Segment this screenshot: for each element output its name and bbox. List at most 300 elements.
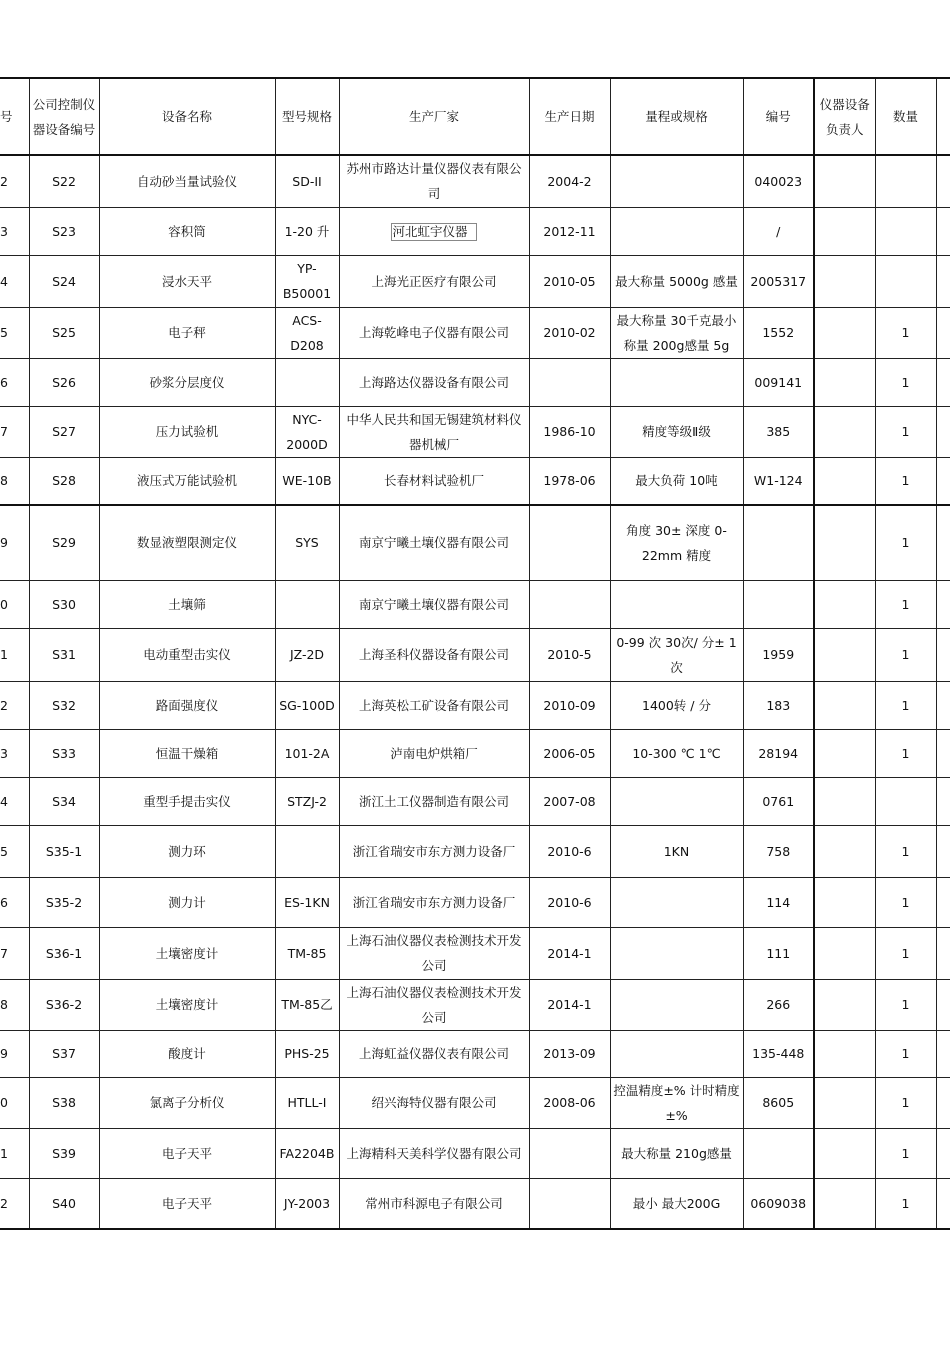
table-row bbox=[0, 155, 950, 207]
row-serial-text: 385 bbox=[766, 424, 791, 439]
row-index-text: 5 bbox=[0, 843, 8, 859]
row-serial bbox=[743, 777, 814, 825]
row-manufacturer bbox=[339, 1077, 529, 1128]
row-equipment-name bbox=[99, 777, 275, 825]
row-company-code-text: S39 bbox=[52, 1145, 76, 1161]
row-range bbox=[610, 457, 743, 505]
row-production-date bbox=[529, 155, 610, 207]
row-serial bbox=[743, 825, 814, 877]
row-person-in-charge bbox=[814, 877, 875, 927]
row-production-date-text: 2010-6 bbox=[547, 894, 592, 910]
row-equipment-name bbox=[99, 1178, 275, 1229]
row-index-text: 2 bbox=[0, 1195, 8, 1211]
row-quantity-text: 1 bbox=[901, 1195, 910, 1211]
row-quantity bbox=[875, 877, 936, 927]
row-serial bbox=[743, 580, 814, 628]
row-range bbox=[610, 628, 743, 681]
row-equipment-name bbox=[99, 580, 275, 628]
table-row bbox=[0, 729, 950, 777]
row-model bbox=[275, 207, 339, 255]
row-equipment-name-text: 土壤密度计 bbox=[155, 997, 219, 1012]
table-row bbox=[0, 255, 950, 307]
table-row bbox=[0, 207, 950, 255]
row-serial bbox=[743, 307, 814, 358]
row-company-code bbox=[29, 681, 99, 729]
row-index-text: 8 bbox=[0, 473, 8, 489]
row-range bbox=[610, 1178, 743, 1229]
row-company-code-text: S26 bbox=[52, 374, 76, 390]
row-model-text: NYC-2000D bbox=[286, 411, 328, 452]
row-production-date bbox=[529, 729, 610, 777]
table-row bbox=[0, 457, 950, 505]
row-manufacturer bbox=[339, 155, 529, 207]
row-range bbox=[610, 877, 743, 927]
row-range-text: 精度等级Ⅱ级 bbox=[642, 424, 711, 439]
row-model-text: PHS-25 bbox=[284, 1046, 330, 1061]
row-equipment-name bbox=[99, 1077, 275, 1128]
row-equipment-name-text: 自动砂当量试验仪 bbox=[136, 173, 237, 189]
row-model-text: SD-II bbox=[292, 173, 322, 189]
row-quantity-text: 1 bbox=[901, 325, 910, 340]
row-equipment-name bbox=[99, 927, 275, 979]
row-index bbox=[0, 457, 29, 505]
row-manufacturer-text: 中华人民共和国无锡建筑材料仪器机械厂 bbox=[346, 411, 522, 452]
row-quantity-text: 1 bbox=[901, 596, 910, 612]
row-manufacturer bbox=[339, 979, 529, 1030]
row-quantity bbox=[875, 825, 936, 877]
row-company-code-text: S24 bbox=[52, 273, 76, 289]
row-model bbox=[275, 927, 339, 979]
row-equipment-name bbox=[99, 825, 275, 877]
row-model bbox=[275, 457, 339, 505]
row-manufacturer-text: 上海精科天美科学仪器有限公司 bbox=[346, 1145, 522, 1161]
row-extra bbox=[936, 580, 950, 628]
row-production-date-text: 2014-1 bbox=[547, 945, 592, 961]
row-production-date-text: 2006-05 bbox=[543, 745, 596, 761]
row-quantity-text: 1 bbox=[901, 647, 910, 662]
row-quantity-text: 1 bbox=[901, 945, 910, 961]
row-index bbox=[0, 155, 29, 207]
row-model bbox=[275, 505, 339, 580]
row-range bbox=[610, 1030, 743, 1077]
row-company-code-text: S38 bbox=[52, 1095, 76, 1110]
row-range bbox=[610, 1077, 743, 1128]
row-production-date bbox=[529, 681, 610, 729]
row-range bbox=[610, 307, 743, 358]
row-company-code bbox=[29, 307, 99, 358]
row-company-code bbox=[29, 505, 99, 580]
row-person-in-charge bbox=[814, 825, 875, 877]
row-production-date bbox=[529, 1030, 610, 1077]
row-model bbox=[275, 825, 339, 877]
row-range bbox=[610, 681, 743, 729]
row-index-text: 1 bbox=[0, 647, 8, 662]
row-production-date-text: 2013-09 bbox=[543, 1046, 596, 1061]
row-person-in-charge bbox=[814, 457, 875, 505]
row-person-in-charge bbox=[814, 777, 875, 825]
row-company-code bbox=[29, 877, 99, 927]
row-index-text: 3 bbox=[0, 223, 8, 239]
row-serial bbox=[743, 1128, 814, 1178]
row-production-date bbox=[529, 406, 610, 457]
row-manufacturer bbox=[339, 681, 529, 729]
row-manufacturer-text: 南京宁曦土壤仪器有限公司 bbox=[358, 596, 509, 612]
row-range bbox=[610, 927, 743, 979]
row-model-text: TM-85 bbox=[287, 945, 327, 961]
row-production-date bbox=[529, 825, 610, 877]
row-company-code bbox=[29, 979, 99, 1030]
row-person-in-charge bbox=[814, 207, 875, 255]
row-index bbox=[0, 358, 29, 406]
row-manufacturer bbox=[339, 825, 529, 877]
row-person-in-charge bbox=[814, 1178, 875, 1229]
row-serial bbox=[743, 1030, 814, 1077]
row-quantity-text: 1 bbox=[901, 424, 910, 439]
row-company-code-text: S35-2 bbox=[45, 894, 83, 910]
row-serial-text: 009141 bbox=[754, 374, 803, 390]
row-index-text: 1 bbox=[0, 1145, 8, 1161]
row-model bbox=[275, 1128, 339, 1178]
row-person-in-charge bbox=[814, 1077, 875, 1128]
row-range bbox=[610, 505, 743, 580]
row-index-text: 6 bbox=[0, 894, 8, 910]
table-row bbox=[0, 927, 950, 979]
row-serial bbox=[743, 979, 814, 1030]
row-equipment-name-text: 电子天平 bbox=[161, 1195, 212, 1211]
row-equipment-name bbox=[99, 358, 275, 406]
table-row bbox=[0, 979, 950, 1030]
row-index bbox=[0, 1178, 29, 1229]
row-quantity bbox=[875, 505, 936, 580]
row-quantity bbox=[875, 979, 936, 1030]
row-index bbox=[0, 580, 29, 628]
row-company-code-text: S27 bbox=[52, 424, 76, 439]
row-extra bbox=[936, 979, 950, 1030]
table-row bbox=[0, 307, 950, 358]
row-production-date bbox=[529, 1128, 610, 1178]
row-quantity bbox=[875, 155, 936, 207]
row-serial-text: 758 bbox=[766, 843, 791, 859]
row-extra bbox=[936, 825, 950, 877]
row-model bbox=[275, 1178, 339, 1229]
row-model-text: SG-100D bbox=[279, 697, 335, 713]
row-index bbox=[0, 777, 29, 825]
row-model-text: FA2204B bbox=[279, 1145, 335, 1161]
row-manufacturer bbox=[339, 927, 529, 979]
row-model bbox=[275, 979, 339, 1030]
row-quantity bbox=[875, 1128, 936, 1178]
row-quantity bbox=[875, 307, 936, 358]
row-index-text: 4 bbox=[0, 273, 8, 289]
header-range: 量程或规格 bbox=[610, 78, 743, 155]
row-quantity bbox=[875, 1077, 936, 1128]
row-quantity bbox=[875, 729, 936, 777]
row-serial bbox=[743, 1178, 814, 1229]
row-model bbox=[275, 1030, 339, 1077]
row-extra bbox=[936, 777, 950, 825]
row-index bbox=[0, 307, 29, 358]
row-person-in-charge bbox=[814, 255, 875, 307]
row-index bbox=[0, 729, 29, 777]
row-extra bbox=[936, 255, 950, 307]
table-row bbox=[0, 877, 950, 927]
row-manufacturer-text: 上海光正医疗有限公司 bbox=[371, 273, 497, 289]
row-serial-text: / bbox=[776, 223, 781, 239]
row-manufacturer bbox=[339, 406, 529, 457]
row-company-code bbox=[29, 580, 99, 628]
row-manufacturer-text: 上海虹益仪器仪表有限公司 bbox=[358, 1046, 509, 1061]
table-row bbox=[0, 1077, 950, 1128]
row-model-text: JY-2003 bbox=[283, 1195, 331, 1211]
row-person-in-charge bbox=[814, 979, 875, 1030]
header-extra bbox=[936, 78, 950, 155]
row-serial bbox=[743, 729, 814, 777]
row-extra bbox=[936, 877, 950, 927]
row-index-text: 0 bbox=[0, 596, 8, 612]
row-model-text: ACS-D208 bbox=[290, 312, 324, 353]
equipment-table bbox=[0, 77, 950, 1230]
row-company-code bbox=[29, 927, 99, 979]
row-quantity-text: 1 bbox=[901, 894, 910, 910]
row-index bbox=[0, 406, 29, 457]
row-equipment-name-text: 浸水天平 bbox=[161, 273, 212, 289]
row-model bbox=[275, 358, 339, 406]
row-serial bbox=[743, 927, 814, 979]
row-serial-text: 135-448 bbox=[752, 1046, 805, 1061]
header-person-in-charge: 仪器设备负责人 bbox=[814, 78, 875, 155]
row-serial-text: 1552 bbox=[762, 325, 795, 340]
row-range bbox=[610, 825, 743, 877]
row-model bbox=[275, 628, 339, 681]
row-range bbox=[610, 207, 743, 255]
row-company-code-text: S36-2 bbox=[45, 997, 83, 1012]
row-manufacturer bbox=[339, 255, 529, 307]
table-body bbox=[0, 155, 950, 1229]
row-model-text: WE-10B bbox=[282, 473, 332, 489]
row-quantity-text: 1 bbox=[901, 697, 910, 713]
row-range bbox=[610, 580, 743, 628]
row-person-in-charge bbox=[814, 927, 875, 979]
row-serial bbox=[743, 1077, 814, 1128]
row-range-text: 10-300 ℃ 1℃ bbox=[632, 745, 721, 761]
row-index bbox=[0, 505, 29, 580]
row-equipment-name-text: 容积筒 bbox=[168, 223, 206, 239]
row-manufacturer-text: 上海英松工矿设备有限公司 bbox=[358, 697, 509, 713]
row-index-text: 7 bbox=[0, 945, 8, 961]
row-equipment-name bbox=[99, 255, 275, 307]
row-quantity-text: 1 bbox=[901, 374, 910, 390]
row-quantity bbox=[875, 207, 936, 255]
row-production-date bbox=[529, 979, 610, 1030]
row-index bbox=[0, 628, 29, 681]
row-range-text: 角度 30± 深度 0-22mm 精度 bbox=[626, 522, 727, 563]
row-manufacturer bbox=[339, 729, 529, 777]
row-index bbox=[0, 877, 29, 927]
row-index bbox=[0, 255, 29, 307]
row-production-date-text: 2010-6 bbox=[547, 843, 592, 859]
row-serial bbox=[743, 505, 814, 580]
row-quantity bbox=[875, 580, 936, 628]
row-quantity-text: 1 bbox=[901, 745, 910, 761]
row-index-text: 2 bbox=[0, 697, 8, 713]
row-serial-text: 1959 bbox=[762, 647, 795, 662]
row-manufacturer-text: 上海石油仪器仪表检测技术开发公司 bbox=[346, 984, 522, 1025]
row-serial bbox=[743, 155, 814, 207]
row-extra bbox=[936, 155, 950, 207]
row-range bbox=[610, 979, 743, 1030]
row-company-code bbox=[29, 1128, 99, 1178]
row-range bbox=[610, 777, 743, 825]
row-equipment-name-text: 酸度计 bbox=[168, 1046, 206, 1061]
row-extra bbox=[936, 927, 950, 979]
row-company-code bbox=[29, 457, 99, 505]
row-range-text: 最大称量 210g感量 bbox=[621, 1145, 732, 1161]
row-range-text: 1KN bbox=[663, 843, 690, 859]
row-range-text: 最大称量 5000g 感量 bbox=[615, 273, 738, 289]
row-company-code-text: S31 bbox=[52, 647, 76, 662]
row-equipment-name-text: 测力计 bbox=[168, 894, 206, 910]
row-manufacturer-text: 泸南电炉烘箱厂 bbox=[390, 745, 478, 761]
row-production-date bbox=[529, 580, 610, 628]
row-company-code bbox=[29, 1178, 99, 1229]
row-production-date-text: 2010-02 bbox=[543, 325, 596, 340]
row-manufacturer-text: 浙江土工仪器制造有限公司 bbox=[358, 793, 509, 809]
row-range bbox=[610, 358, 743, 406]
row-equipment-name-text: 电子天平 bbox=[161, 1145, 212, 1161]
row-equipment-name-text: 土壤密度计 bbox=[155, 945, 219, 961]
row-company-code-text: S28 bbox=[52, 473, 76, 489]
row-equipment-name-text: 液压式万能试验机 bbox=[136, 473, 237, 489]
row-manufacturer bbox=[339, 1128, 529, 1178]
row-equipment-name-text: 电子秤 bbox=[168, 325, 206, 340]
row-model-text: TM-85乙 bbox=[281, 997, 333, 1012]
row-company-code-text: S29 bbox=[52, 535, 76, 551]
row-range-text: 0-99 次 30次/ 分± 1次 bbox=[616, 634, 737, 675]
row-quantity-text: 1 bbox=[901, 1095, 910, 1110]
row-model-text: JZ-2D bbox=[289, 647, 325, 662]
row-equipment-name-text: 重型手提击实仪 bbox=[143, 793, 231, 809]
row-serial-text: 040023 bbox=[754, 173, 803, 189]
row-manufacturer bbox=[339, 1030, 529, 1077]
row-company-code bbox=[29, 1030, 99, 1077]
row-serial bbox=[743, 358, 814, 406]
row-range bbox=[610, 155, 743, 207]
row-manufacturer-text: 上海路达仪器设备有限公司 bbox=[358, 374, 509, 390]
row-equipment-name bbox=[99, 207, 275, 255]
row-serial bbox=[743, 681, 814, 729]
row-equipment-name bbox=[99, 877, 275, 927]
row-model bbox=[275, 729, 339, 777]
row-quantity-text: 1 bbox=[901, 1046, 910, 1061]
row-company-code-text: S40 bbox=[52, 1195, 76, 1211]
header-serial: 编号 bbox=[743, 78, 814, 155]
row-index-text: 5 bbox=[0, 325, 8, 340]
row-serial-text: W1-124 bbox=[753, 473, 803, 489]
row-quantity bbox=[875, 1030, 936, 1077]
row-manufacturer bbox=[339, 505, 529, 580]
row-index-text: 9 bbox=[0, 535, 8, 551]
row-range bbox=[610, 729, 743, 777]
row-index bbox=[0, 825, 29, 877]
row-quantity bbox=[875, 358, 936, 406]
row-company-code-text: S35-1 bbox=[45, 843, 83, 859]
row-manufacturer-text: 上海石油仪器仪表检测技术开发公司 bbox=[346, 933, 522, 973]
row-production-date bbox=[529, 877, 610, 927]
row-equipment-name bbox=[99, 729, 275, 777]
row-manufacturer bbox=[339, 207, 529, 255]
row-quantity bbox=[875, 681, 936, 729]
row-company-code bbox=[29, 628, 99, 681]
row-index bbox=[0, 1128, 29, 1178]
row-manufacturer-text: 苏州市路达计量仪器仪表有限公司 bbox=[346, 161, 522, 202]
row-company-code bbox=[29, 155, 99, 207]
row-production-date-text: 2012-11 bbox=[543, 223, 596, 239]
row-production-date bbox=[529, 1178, 610, 1229]
row-serial bbox=[743, 207, 814, 255]
row-range-text: 最小 最大200G bbox=[632, 1195, 721, 1211]
row-equipment-name bbox=[99, 1128, 275, 1178]
row-index-text: 2 bbox=[0, 173, 8, 189]
row-manufacturer-text: 河北虹宇仪器 bbox=[391, 223, 476, 241]
row-extra bbox=[936, 406, 950, 457]
row-manufacturer bbox=[339, 1178, 529, 1229]
header-production-date: 生产日期 bbox=[529, 78, 610, 155]
row-equipment-name-text: 路面强度仪 bbox=[155, 697, 219, 713]
row-model-text: 101-2A bbox=[284, 745, 330, 761]
row-production-date bbox=[529, 307, 610, 358]
row-extra bbox=[936, 207, 950, 255]
row-range bbox=[610, 1128, 743, 1178]
row-equipment-name bbox=[99, 155, 275, 207]
table-row bbox=[0, 358, 950, 406]
row-production-date bbox=[529, 358, 610, 406]
row-company-code-text: S36-1 bbox=[45, 945, 83, 961]
row-quantity-text: 1 bbox=[901, 535, 910, 551]
row-quantity bbox=[875, 406, 936, 457]
row-person-in-charge bbox=[814, 155, 875, 207]
header-company-code: 公司控制仪器设备编号 bbox=[29, 78, 99, 155]
header-manufacturer: 生产厂家 bbox=[339, 78, 529, 155]
row-production-date-text: 2010-09 bbox=[543, 697, 596, 713]
row-quantity-text: 1 bbox=[901, 473, 910, 489]
table-row bbox=[0, 1030, 950, 1077]
row-manufacturer bbox=[339, 628, 529, 681]
row-person-in-charge bbox=[814, 580, 875, 628]
table-row bbox=[0, 505, 950, 580]
table-row bbox=[0, 825, 950, 877]
row-model bbox=[275, 406, 339, 457]
row-extra bbox=[936, 358, 950, 406]
row-production-date bbox=[529, 207, 610, 255]
row-production-date bbox=[529, 927, 610, 979]
row-manufacturer-text: 长春材料试验机厂 bbox=[383, 473, 484, 489]
row-equipment-name bbox=[99, 307, 275, 358]
row-range bbox=[610, 406, 743, 457]
row-manufacturer bbox=[339, 877, 529, 927]
row-production-date-text: 2010-5 bbox=[547, 647, 592, 662]
row-serial-text: 0761 bbox=[762, 793, 795, 809]
row-company-code-text: S22 bbox=[52, 173, 76, 189]
row-index bbox=[0, 681, 29, 729]
row-company-code-text: S25 bbox=[52, 325, 76, 340]
row-manufacturer-text: 绍兴海特仪器有限公司 bbox=[371, 1095, 497, 1110]
row-quantity bbox=[875, 927, 936, 979]
row-serial bbox=[743, 877, 814, 927]
row-serial bbox=[743, 628, 814, 681]
header-equipment-name: 设备名称 bbox=[99, 78, 275, 155]
row-person-in-charge bbox=[814, 1128, 875, 1178]
row-quantity bbox=[875, 457, 936, 505]
